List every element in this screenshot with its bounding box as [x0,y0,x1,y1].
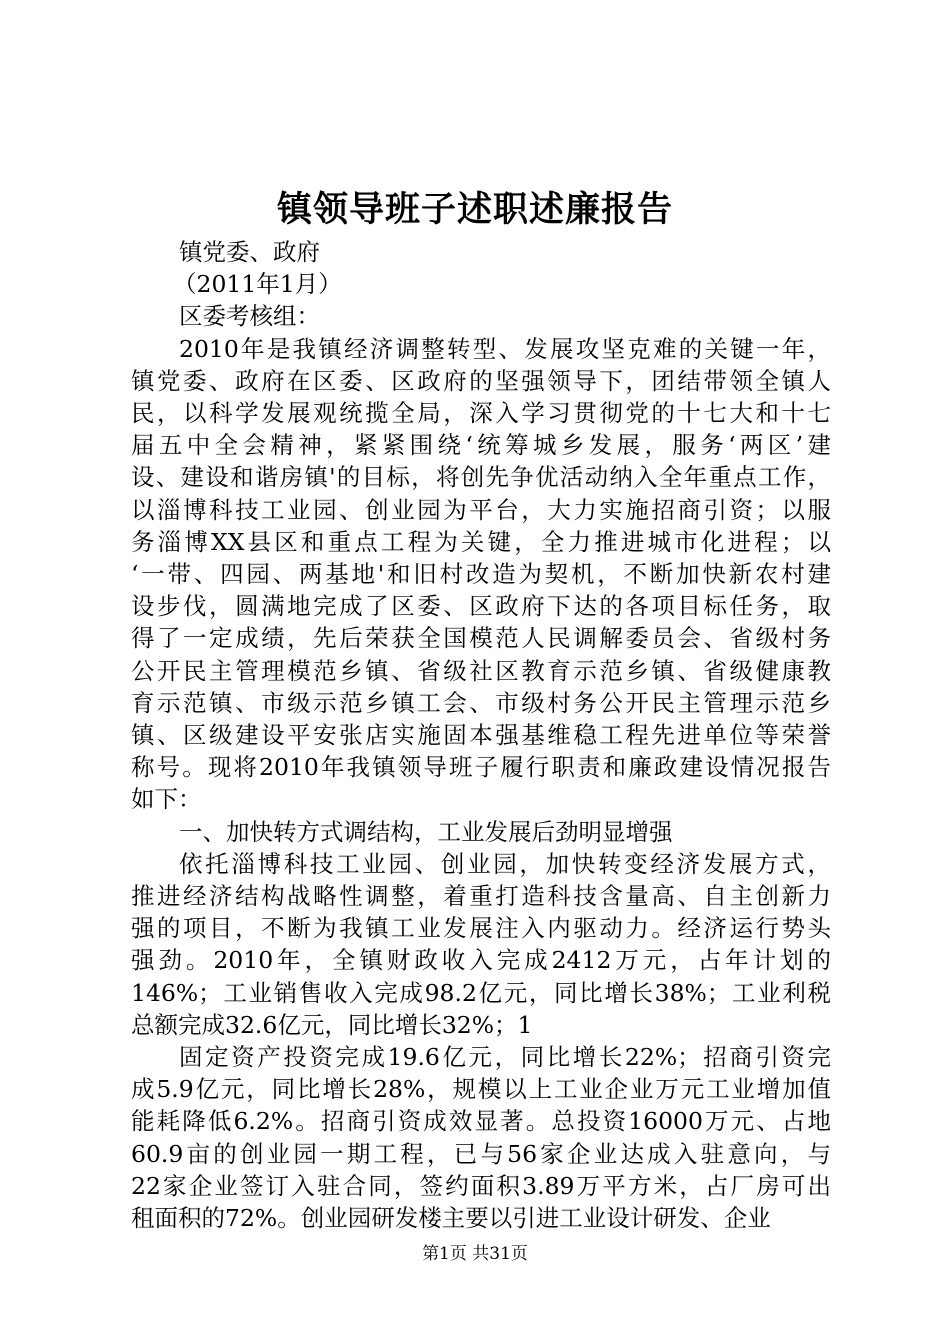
paragraph-line: 设步伐，圆满地完成了区委、区政府下达的各项目标任务，取 [131,592,831,621]
paragraph [131,1041,831,1234]
paragraph [131,333,831,816]
paragraph-line: 强的项目，不断为我镇工业发展注入内驱动力。经济运行势头 [131,914,831,943]
paragraph-line: 22家企业签订入驻合同，签约面积3.89万平方米，占厂房可出 [131,1171,831,1200]
paragraph-line: 推进经济结构战略性调整，着重打造科技含量高、自主创新力 [131,882,831,911]
document-author: 镇党委、政府 [179,238,320,266]
paragraph-line: 租面积的72%。创业园研发楼主要以引进工业设计研发、企业 [131,1204,771,1233]
paragraph-line: 2010年是我镇经济调整转型、发展攻坚克难的关键一年， [179,334,831,363]
paragraph-line: 届五中全会精神，紧紧围绕‘统筹城乡发展，服务‘两区’建 [131,431,831,460]
paragraph-line: 能耗降低6.2%。招商引资成效显著。总投资16000万元、占地 [131,1107,831,1136]
paragraph-line: 以淄博科技工业园、创业园为平台，大力实施招商引资；以服 [131,495,831,524]
paragraph-line: 一、加快转方式调结构，工业发展后劲明显增强 [179,817,673,846]
paragraph-line: 公开民主管理模范乡镇、省级社区教育示范乡镇、省级健康教 [131,656,831,685]
document-salutation: 区委考核组： [179,302,320,331]
paragraph-line: 育示范镇、市级示范乡镇工会、市级村务公开民主管理示范乡 [131,688,831,717]
paragraph-line: 镇党委、政府在区委、区政府的坚强领导下，团结带领全镇人 [131,366,831,395]
paragraph-line: ‘一带、四园、两基地'和旧村改造为契机，不断加快新农村建 [131,560,831,589]
paragraph-line: 总额完成32.6亿元，同比增长32%；1 [131,1010,533,1039]
paragraph-line: 强劲。2010年，全镇财政收入完成2412万元，占年计划的 [131,946,831,975]
paragraph-line: 称号。现将2010年我镇领导班子履行职责和廉政建设情况报告 [131,753,831,782]
paragraph-list [131,333,831,1235]
paragraph-line: 60.9亩的创业园一期工程，已与56家企业达成入驻意向，与 [131,1139,831,1168]
paragraph-line: 民，以科学发展观统揽全局，深入学习贯彻党的十七大和十七 [131,399,831,428]
paragraph [131,816,831,848]
paragraph-line: 设、建设和谐房镇'的目标，将创先争优活动纳入全年重点工作， [131,463,831,492]
paragraph-line: 镇、区级建设平安张店实施固本强基维稳工程先进单位等荣誉 [131,721,831,750]
document-title: 镇领导班子述职述廉报告 [276,189,673,230]
paragraph-line: 得了一定成绩，先后荣获全国模范人民调解委员会、省级村务 [131,624,831,653]
paragraph-line: 依托淄博科技工业园、创业园，加快转变经济发展方式， [179,849,831,878]
paragraph [131,848,831,1041]
paragraph-line: 务淄博XX县区和重点工程为关键，全力推进城市化进程；以 [131,527,831,556]
paragraph-line: 固定资产投资完成19.6亿元，同比增长22%；招商引资完 [179,1043,831,1072]
paragraph-line: 成5.9亿元，同比增长28%，规模以上工业企业万元工业增加值 [131,1075,831,1104]
document-date: （2011年1月） [173,270,342,299]
paragraph-line: 如下： [131,785,202,814]
document-body [131,236,831,1234]
paragraph-line: 146%；工业销售收入完成98.2亿元，同比增长38%；工业利税 [131,978,831,1007]
page-number-footer: 第1页 共31页 [422,1244,528,1264]
